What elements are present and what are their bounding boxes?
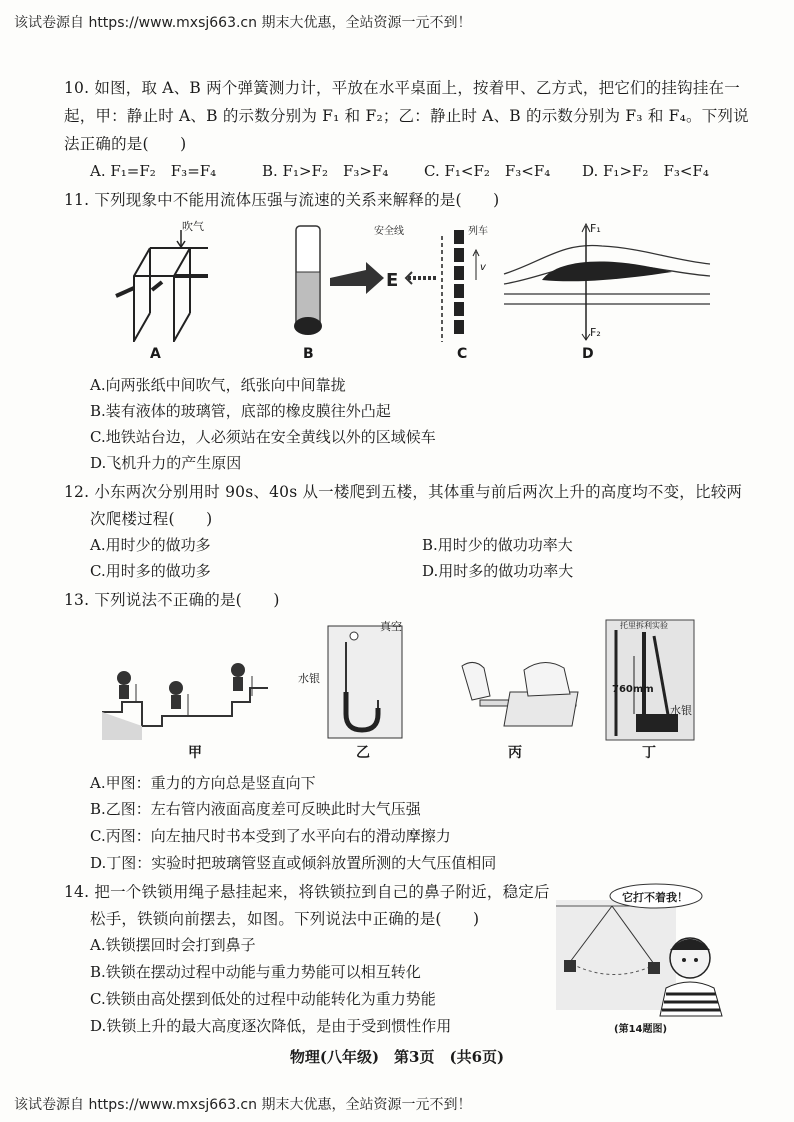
q13-caption-ding: 丁 bbox=[642, 745, 656, 761]
q13-figure-yi bbox=[326, 622, 406, 740]
q13-mercury2-label: 水银 bbox=[670, 704, 692, 717]
q13-option-a: A.甲图：重力的方向总是竖直向下 bbox=[90, 774, 316, 792]
q13-option-d: D.丁图：实验时把玻璃管竖直或倾斜放置所测的大气压值相同 bbox=[90, 854, 497, 872]
q13-figure-ding bbox=[604, 618, 696, 742]
q11-blow-label: 吹气 bbox=[182, 220, 204, 233]
q13-torricelli-label: 托里拆利实验 bbox=[620, 621, 668, 630]
q11-line1: 11. 下列现象中不能用流体压强与流速的关系来解释的是( ) bbox=[64, 191, 500, 209]
q11-option-c: C.地铁站台边，人必须站在安全黄线以外的区域候车 bbox=[90, 428, 436, 446]
q14-speech-bubble: 它打不着我！ bbox=[622, 891, 688, 904]
q13-vacuum-label: 真空 bbox=[380, 620, 402, 633]
q10-line3: 法正确的是( ) bbox=[64, 135, 187, 153]
q13-line1: 13. 下列说法不正确的是( ) bbox=[64, 591, 280, 609]
q12-option-c: C.用时多的做功多 bbox=[90, 562, 211, 580]
q13-option-b: B.乙图：左右管内液面高度差可反映此时大气压强 bbox=[90, 800, 421, 818]
svg-text:E: E bbox=[386, 270, 399, 291]
q11-train-label: 列车 bbox=[468, 226, 488, 237]
q13-option-c: C.丙图：向左抽尺时书本受到了水平向右的滑动摩擦力 bbox=[90, 827, 451, 845]
q11-figure-a bbox=[108, 216, 228, 342]
q13-caption-bing: 丙 bbox=[508, 745, 522, 761]
q11-safety-line-label: 安全线 bbox=[374, 226, 404, 237]
q13-caption-yi: 乙 bbox=[356, 745, 370, 761]
q10-option-d: D. F₁>F₂ F₃<F₄ bbox=[582, 162, 709, 180]
q13-caption-jia: 甲 bbox=[188, 745, 202, 761]
q12-option-a: A.用时少的做功多 bbox=[90, 536, 211, 554]
q10-option-c: C. F₁<F₂ F₃<F₄ bbox=[424, 162, 551, 180]
q12-line2: 次爬楼过程( ) bbox=[90, 510, 213, 528]
top-banner: 该试卷源自 https://www.mxsj663.cn 期末大优惠，全站资源一元不到！ bbox=[14, 15, 472, 31]
q11-f2-label: F₂ bbox=[590, 326, 601, 339]
q10-line2: 起，甲：静止时 A、B 的示数分别为 F₁ 和 F₂；乙：静止时 A、B 的示数分别为 F₃ 和 F₄。下列说 bbox=[64, 107, 749, 125]
q11-option-d: D.飞机升力的产生原因 bbox=[90, 454, 242, 472]
q11-caption-c: C bbox=[457, 346, 468, 362]
q12-line1: 12. 小东两次分别用时 90s、40s 从一楼爬到五楼，其体重与前后两次上升的高度均不变，比较两 bbox=[64, 483, 743, 501]
q14-line1: 14. 把一个铁锁用绳子悬挂起来，将铁锁拉到自己的鼻子附近，稳定后 bbox=[64, 883, 550, 901]
q10-option-a: A. F₁=F₂ F₃=F₄ bbox=[90, 162, 217, 180]
q14-option-c: C.铁锁由高处摆到低处的过程中动能转化为重力势能 bbox=[90, 990, 436, 1008]
q13-760mm-label: 760mm bbox=[612, 684, 654, 695]
q11-option-a: A.向两张纸中间吹气，纸张向中间靠拢 bbox=[90, 376, 346, 394]
q14-line2: 松手，铁锁向前摆去，如图。下列说法中正确的是( ) bbox=[90, 910, 480, 928]
q11-velocity-label: v bbox=[480, 262, 486, 273]
q11-caption-a: A bbox=[150, 346, 161, 362]
q14-option-a: A.铁锁摆回时会打到鼻子 bbox=[90, 936, 256, 954]
q11-option-b: B.装有液体的玻璃管，底部的橡皮膜往外凸起 bbox=[90, 402, 391, 420]
q11-caption-d: D bbox=[582, 346, 594, 362]
q13-mercury-label: 水银 bbox=[298, 672, 320, 685]
q11-figure-d bbox=[502, 218, 712, 342]
q14-figure-caption: (第14题图) bbox=[614, 1024, 668, 1035]
page-footer: 物理(八年级) 第3页 (共6页) bbox=[289, 1048, 505, 1066]
q10-line1: 10. 如图，取 A、B 两个弹簧测力计，平放在水平桌面上，按着甲、乙方式，把它们的挂钩挂在一 bbox=[64, 79, 740, 97]
q12-option-d: D.用时多的做功功率大 bbox=[422, 562, 574, 580]
q10-option-b: B. F₁>F₂ F₃>F₄ bbox=[262, 162, 389, 180]
q13-figure-bing bbox=[460, 652, 584, 736]
q12-option-b: B.用时少的做功功率大 bbox=[422, 536, 573, 554]
bottom-banner: 该试卷源自 https://www.mxsj663.cn 期末大优惠，全站资源一元不到！ bbox=[14, 1097, 472, 1113]
q11-caption-b: B bbox=[303, 346, 314, 362]
q14-option-d: D.铁锁上升的最大高度逐次降低，是由于受到惯性作用 bbox=[90, 1017, 452, 1035]
q11-f1-label: F₁ bbox=[590, 222, 601, 235]
q13-figure-jia bbox=[102, 656, 270, 740]
q14-option-b: B.铁锁在摆动过程中动能与重力势能可以相互转化 bbox=[90, 963, 421, 981]
